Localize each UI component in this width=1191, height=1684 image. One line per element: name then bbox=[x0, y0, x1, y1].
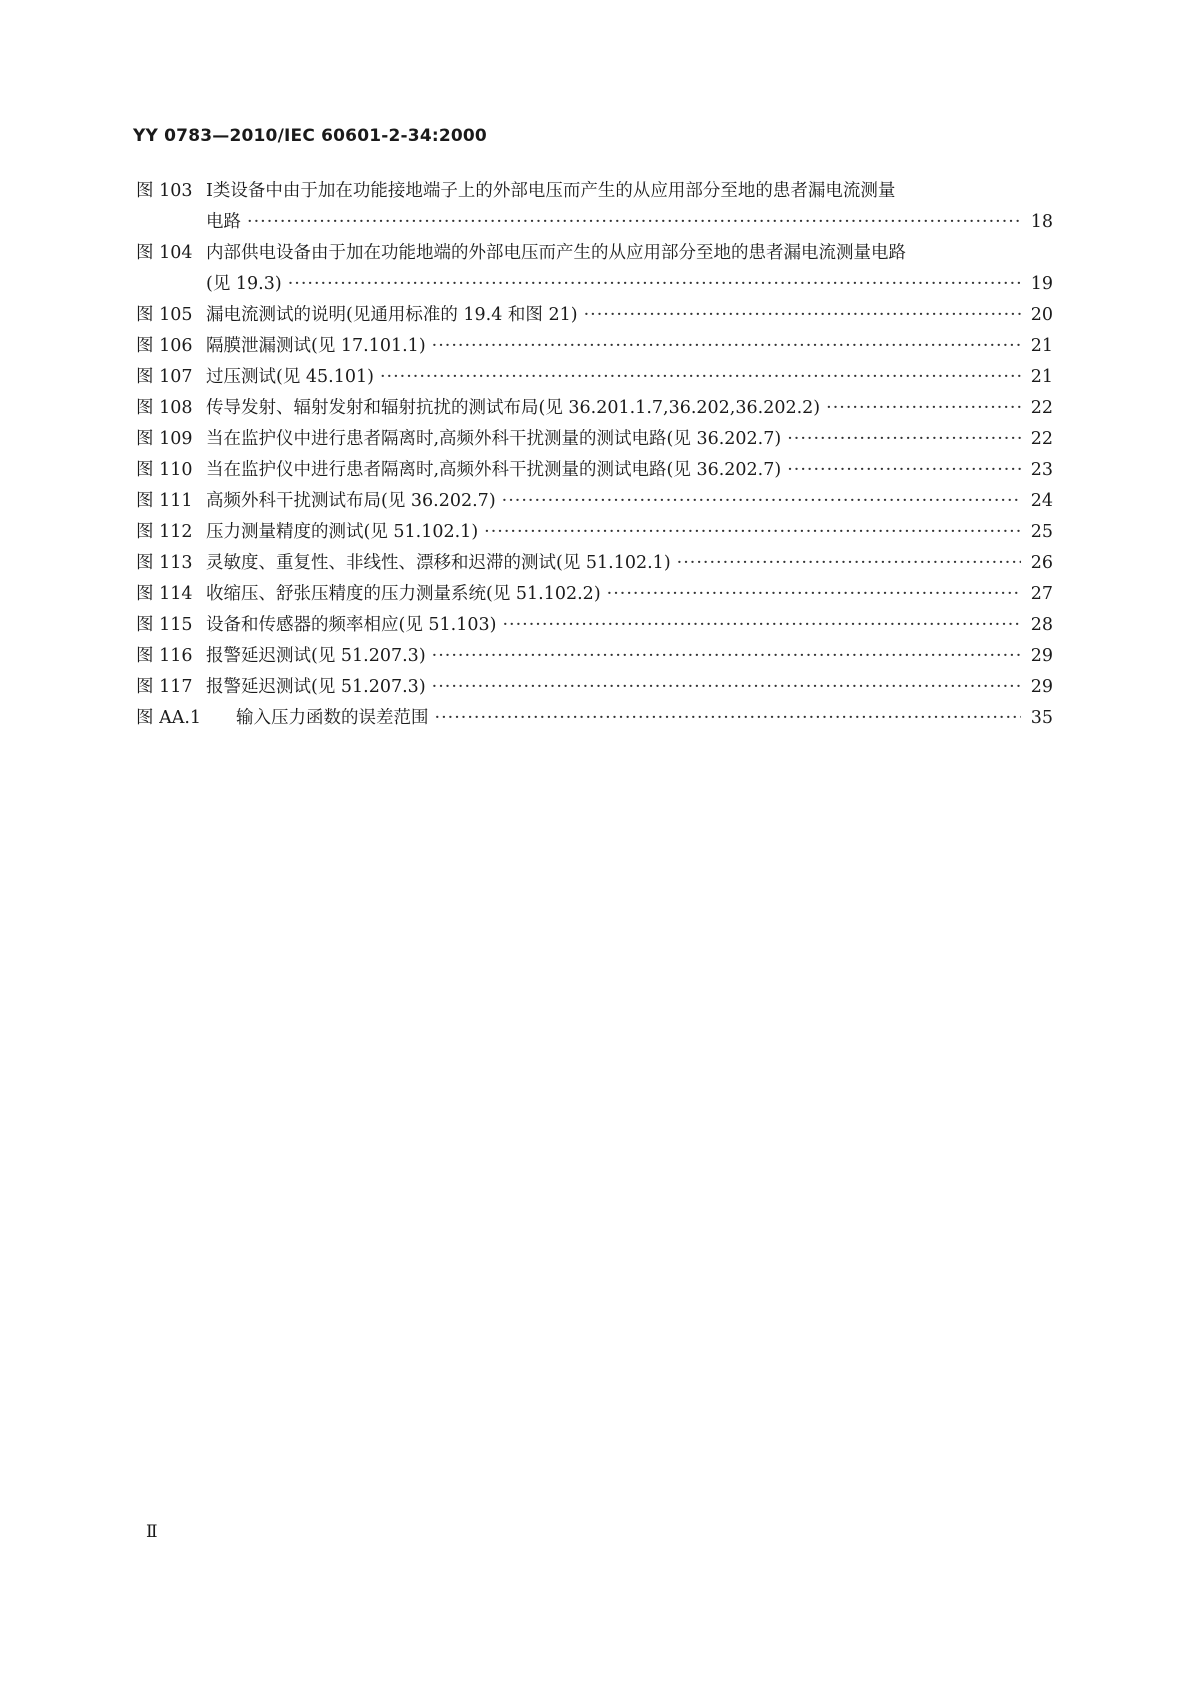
figure-title: 压力测量精度的测试(见 51.102.1) bbox=[206, 522, 479, 542]
leader-dots bbox=[787, 424, 1021, 455]
leader-dots bbox=[607, 579, 1021, 610]
toc-entry bbox=[136, 517, 1053, 548]
leader-dots bbox=[432, 641, 1021, 672]
figure-title: 高频外科干扰测试布局(见 36.202.7) bbox=[206, 491, 496, 511]
document-code-header: YY 0783—2010/IEC 60601-2-34:2000 bbox=[133, 126, 487, 146]
page-number: 21 bbox=[1030, 367, 1053, 387]
page-number: 23 bbox=[1030, 460, 1053, 480]
toc-entry bbox=[136, 238, 1053, 300]
leader-dots bbox=[502, 610, 1021, 641]
figure-label: 图 112 bbox=[136, 522, 193, 542]
figure-title-line1: 内部供电设备由于加在功能地端的外部电压而产生的从应用部分至地的患者漏电流测量电路 bbox=[206, 243, 906, 263]
figure-title: 当在监护仪中进行患者隔离时,高频外科干扰测量的测试电路(见 36.202.7) bbox=[206, 429, 782, 449]
page-number: 22 bbox=[1030, 429, 1053, 449]
leader-dots bbox=[432, 331, 1021, 362]
toc-entry bbox=[136, 362, 1053, 393]
figure-label: 图 105 bbox=[136, 305, 193, 325]
page-number: 24 bbox=[1030, 491, 1053, 511]
figure-list bbox=[136, 176, 1053, 734]
toc-entry bbox=[136, 424, 1053, 455]
figure-title: 当在监护仪中进行患者隔离时,高频外科干扰测量的测试电路(见 36.202.7) bbox=[206, 460, 782, 480]
toc-entry bbox=[136, 703, 1053, 734]
figure-title: 报警延迟测试(见 51.207.3) bbox=[206, 677, 426, 697]
figure-title: 输入压力函数的误差范围 bbox=[236, 708, 429, 728]
figure-title: 收缩压、舒张压精度的压力测量系统(见 51.102.2) bbox=[206, 584, 601, 604]
figure-label: 图 107 bbox=[136, 367, 193, 387]
page-number: 20 bbox=[1030, 305, 1053, 325]
toc-entry bbox=[136, 486, 1053, 517]
page-footer-number: Ⅱ bbox=[146, 1522, 158, 1542]
leader-dots bbox=[677, 548, 1021, 579]
figure-label: 图 104 bbox=[136, 243, 193, 263]
page-number: 21 bbox=[1030, 336, 1053, 356]
figure-title: 过压测试(见 45.101) bbox=[206, 367, 374, 387]
figure-title: 传导发射、辐射发射和辐射抗扰的测试布局(见 36.201.1.7,36.202,36.202.2) bbox=[206, 398, 821, 418]
page-number: 28 bbox=[1030, 615, 1053, 635]
toc-entry bbox=[136, 672, 1053, 703]
figure-title: 报警延迟测试(见 51.207.3) bbox=[206, 646, 426, 666]
toc-entry bbox=[136, 610, 1053, 641]
leader-dots bbox=[380, 362, 1021, 393]
leader-dots bbox=[435, 703, 1022, 734]
figure-label: 图 108 bbox=[136, 398, 193, 418]
page-number: 29 bbox=[1030, 677, 1053, 697]
toc-entry bbox=[136, 455, 1053, 486]
figure-label: 图 103 bbox=[136, 181, 193, 201]
figure-label: 图 116 bbox=[136, 646, 193, 666]
figure-label: 图 106 bbox=[136, 336, 193, 356]
figure-label: 图 AA.1 bbox=[136, 708, 202, 728]
leader-dots bbox=[826, 393, 1021, 424]
toc-entry bbox=[136, 176, 1053, 238]
leader-dots bbox=[787, 455, 1021, 486]
leader-dots bbox=[584, 300, 1021, 331]
figure-label: 图 111 bbox=[136, 491, 193, 511]
page-number: 19 bbox=[1030, 274, 1053, 294]
figure-title: 设备和传感器的频率相应(见 51.103) bbox=[206, 615, 497, 635]
page-number: 18 bbox=[1030, 212, 1053, 232]
figure-label: 图 109 bbox=[136, 429, 193, 449]
toc-entry bbox=[136, 300, 1053, 331]
leader-dots bbox=[247, 207, 1021, 238]
toc-entry bbox=[136, 331, 1053, 362]
leader-dots bbox=[288, 269, 1021, 300]
figure-title: (见 19.3) bbox=[206, 274, 282, 294]
figure-label: 图 114 bbox=[136, 584, 193, 604]
leader-dots bbox=[502, 486, 1021, 517]
figure-title: 漏电流测试的说明(见通用标准的 19.4 和图 21) bbox=[206, 305, 578, 325]
leader-dots bbox=[432, 672, 1021, 703]
toc-entry bbox=[136, 641, 1053, 672]
figure-label: 图 117 bbox=[136, 677, 193, 697]
page-number: 29 bbox=[1030, 646, 1053, 666]
page-number: 27 bbox=[1030, 584, 1053, 604]
toc-entry bbox=[136, 579, 1053, 610]
figure-label: 图 113 bbox=[136, 553, 193, 573]
toc-entry bbox=[136, 393, 1053, 424]
figure-label: 图 115 bbox=[136, 615, 193, 635]
figure-title: 隔膜泄漏测试(见 17.101.1) bbox=[206, 336, 426, 356]
page-number: 26 bbox=[1030, 553, 1053, 573]
page-number: 25 bbox=[1030, 522, 1053, 542]
page-number: 22 bbox=[1030, 398, 1053, 418]
figure-title: 电路 bbox=[206, 212, 241, 232]
page-number: 35 bbox=[1030, 708, 1053, 728]
figure-label: 图 110 bbox=[136, 460, 193, 480]
figure-title-line1: Ⅰ类设备中由于加在功能接地端子上的外部电压而产生的从应用部分至地的患者漏电流测量 bbox=[206, 181, 896, 201]
figure-title: 灵敏度、重复性、非线性、漂移和迟滞的测试(见 51.102.1) bbox=[206, 553, 671, 573]
leader-dots bbox=[484, 517, 1021, 548]
toc-entry bbox=[136, 548, 1053, 579]
